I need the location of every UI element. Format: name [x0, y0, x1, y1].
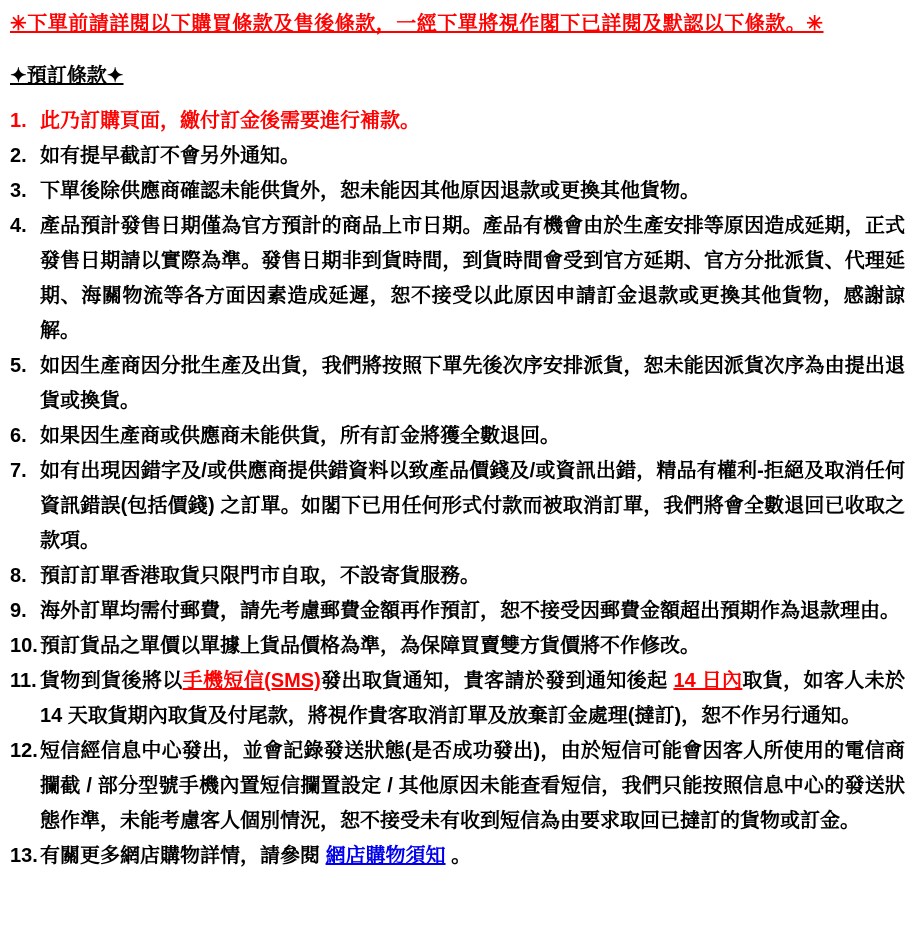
- term-text: [40, 209, 905, 349]
- text-segment: 如有出現因錯字及/或供應商提供錯資料以致產品價錢及/或資訊出錯，精品有權利-拒絕及取消任何資訊錯誤(包括價錢) 之訂單。如閣下已用任何形式付款而被取消訂單，我們將會全數退回已收取之款項。: [40, 460, 905, 552]
- text-segment: 短信經信息中心發出，並會記錄發送狀態(是否成功發出)，由於短信可能會因客人所使用的電信商攔截 / 部分型號手機內置短信攔置設定 / 其他原因未能查看短信，我們只能按照信息中心的發送狀態作準，未能考慮客人個別情況，恕不接受未有收到短信為由要求取回已撻訂的貨物或訂金。: [40, 740, 905, 832]
- term-number: 7.: [10, 460, 27, 482]
- term-item-9: [10, 594, 905, 629]
- term-item-1: [10, 104, 905, 139]
- term-text: [40, 629, 905, 664]
- term-item-4: [10, 209, 905, 349]
- term-number: 2.: [10, 145, 27, 167]
- term-number: 10.: [10, 635, 38, 657]
- term-number: 1.: [10, 110, 27, 132]
- term-text: [40, 419, 905, 454]
- term-text: [40, 594, 905, 629]
- term-item-5: [10, 349, 905, 419]
- term-item-8: [10, 559, 905, 594]
- term-text: [40, 139, 905, 174]
- term-text: [40, 104, 905, 139]
- term-text: [40, 454, 905, 559]
- text-segment: 如有提早截訂不會另外通知。: [40, 145, 300, 167]
- term-number: 4.: [10, 215, 27, 237]
- text-segment: 預訂訂單香港取貨只限門市自取，不設寄貨服務。: [40, 565, 480, 587]
- text-segment: 。: [445, 845, 472, 867]
- term-text: [40, 664, 905, 734]
- term-item-6: [10, 419, 905, 454]
- term-item-2: [10, 139, 905, 174]
- term-item-7: [10, 454, 905, 559]
- red-highlight-text: 14 日內: [673, 670, 743, 692]
- text-segment: 有關更多網店購物詳情，請參閱: [40, 845, 326, 867]
- text-segment: 貨物到貨後將以: [40, 670, 183, 692]
- text-segment: 預訂貨品之單價以單據上貨品價格為準，為保障買賣雙方貨價將不作修改。: [40, 635, 700, 657]
- term-number: 3.: [10, 180, 27, 202]
- term-item-13: [10, 839, 905, 874]
- text-segment: 此乃訂購頁面，繳付訂金後需要進行補款。: [40, 110, 420, 132]
- text-segment: 如因生產商因分批生產及出貨，我們將按照下單先後次序安排派貨，恕未能因派貨次序為由提出退貨或換貨。: [40, 355, 905, 412]
- text-segment: 海外訂單均需付郵費，請先考慮郵費金額再作預訂，恕不接受因郵費金額超出預期作為退款理由。: [40, 600, 900, 622]
- term-item-10: [10, 629, 905, 664]
- purchase-warning-header: ✳下單前請詳閱以下購買條款及售後條款，一經下單將視作閣下已詳閱及默認以下條款。✳: [10, 13, 824, 35]
- store-shopping-notice-link[interactable]: 網店購物須知: [325, 845, 446, 867]
- term-number: 6.: [10, 425, 27, 447]
- text-segment: 產品預計發售日期僅為官方預計的商品上市日期。產品有機會由於生產安排等原因造成延期，正式發售日期請以實際為準。發售日期非到貨時間，到貨時間會受到官方延期、官方分批派貨、代理延期、海關物流等各方面因素造成延遲，恕不接受以此原因申請訂金退款或更換其他貨物，感謝諒解。: [40, 215, 905, 342]
- term-number: 5.: [10, 355, 27, 377]
- term-item-3: [10, 174, 905, 209]
- term-number: 12.: [10, 740, 38, 762]
- term-number: 8.: [10, 565, 27, 587]
- term-text: [40, 349, 905, 419]
- term-number: 13.: [10, 845, 38, 867]
- term-number: 11.: [10, 670, 37, 692]
- preorder-terms-title: ✦預訂條款✦: [10, 65, 124, 87]
- text-segment: 下單後除供應商確認未能供貨外，恕未能因其他原因退款或更換其他貨物。: [40, 180, 700, 202]
- term-number: 9.: [10, 600, 27, 622]
- term-text: [40, 839, 905, 874]
- text-segment: 如果因生產商或供應商未能供貨，所有訂金將獲全數退回。: [40, 425, 560, 447]
- red-highlight-text: 手機短信(SMS): [182, 670, 321, 692]
- term-text: [40, 559, 905, 594]
- text-segment: 發出取貨通知，貴客請於發到通知後起: [320, 670, 674, 692]
- term-text: [40, 174, 905, 209]
- text-segment: 取貨，如客人未於 14 天取貨期內取貨及付尾款，將視作貴客取消訂單及放棄訂金處理(撻訂)，恕不作另行通知。: [40, 670, 906, 727]
- terms-list: [10, 104, 905, 874]
- term-text: [40, 734, 905, 839]
- term-item-11: [10, 664, 905, 734]
- term-item-12: [10, 734, 905, 839]
